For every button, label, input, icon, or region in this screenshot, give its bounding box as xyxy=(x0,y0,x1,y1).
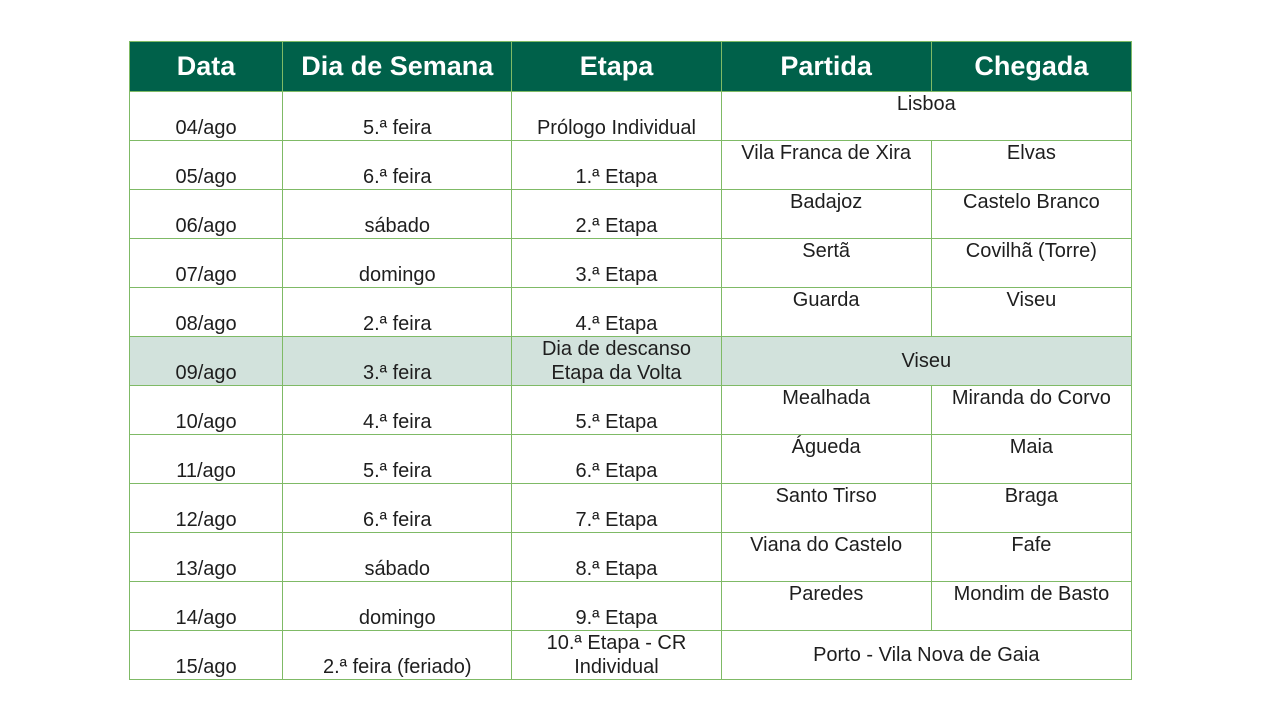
cell-weekday: sábado xyxy=(283,190,512,239)
cell-start: Santo Tirso xyxy=(721,484,931,533)
cell-date: 10/ago xyxy=(130,386,283,435)
cell-stage xyxy=(512,337,721,386)
cell-date: 13/ago xyxy=(130,533,283,582)
table-row-rest-day xyxy=(130,337,1132,386)
cell-finish: Maia xyxy=(931,435,1131,484)
cell-date: 14/ago xyxy=(130,582,283,631)
cell-date: 06/ago xyxy=(130,190,283,239)
cell-date: 04/ago xyxy=(130,92,283,141)
cell-location: Porto - Vila Nova de Gaia xyxy=(721,631,1131,680)
cell-stage: 8.ª Etapa xyxy=(512,533,721,582)
table-row xyxy=(130,141,1132,190)
table-row xyxy=(130,631,1132,680)
stage-line-1: Dia de descanso xyxy=(541,338,691,360)
cell-start: Guarda xyxy=(721,288,931,337)
table-row xyxy=(130,239,1132,288)
cell-date: 12/ago xyxy=(130,484,283,533)
cell-weekday: 4.ª feira xyxy=(283,386,512,435)
cell-date: 11/ago xyxy=(130,435,283,484)
header-dia-de-semana: Dia de Semana xyxy=(283,42,512,92)
cell-stage: 4.ª Etapa xyxy=(512,288,721,337)
cell-date: 09/ago xyxy=(130,337,283,386)
cell-weekday: domingo xyxy=(283,239,512,288)
cell-finish: Mondim de Basto xyxy=(931,582,1131,631)
table-row xyxy=(130,533,1132,582)
cell-date: 05/ago xyxy=(130,141,283,190)
stage-line-1: 10.ª Etapa - CR xyxy=(546,632,687,654)
cell-weekday: 2.ª feira xyxy=(283,288,512,337)
cell-stage: 3.ª Etapa xyxy=(512,239,721,288)
cell-start: Mealhada xyxy=(721,386,931,435)
cell-date: 08/ago xyxy=(130,288,283,337)
cell-start: Viana do Castelo xyxy=(721,533,931,582)
cell-weekday: 6.ª feira xyxy=(283,141,512,190)
cell-stage: 2.ª Etapa xyxy=(512,190,721,239)
cell-weekday: 5.ª feira xyxy=(283,92,512,141)
cell-start: Badajoz xyxy=(721,190,931,239)
table-row xyxy=(130,190,1132,239)
table-row xyxy=(130,288,1132,337)
header-chegada: Chegada xyxy=(931,42,1131,92)
cell-finish: Covilhã (Torre) xyxy=(931,239,1131,288)
cell-weekday: 6.ª feira xyxy=(283,484,512,533)
cell-finish: Miranda do Corvo xyxy=(931,386,1131,435)
cell-stage: Prólogo Individual xyxy=(512,92,721,141)
cell-start: Águeda xyxy=(721,435,931,484)
table-row xyxy=(130,582,1132,631)
cell-stage xyxy=(512,631,721,680)
cell-location: Lisboa xyxy=(721,92,1131,141)
cell-finish: Viseu xyxy=(931,288,1131,337)
cell-weekday: 3.ª feira xyxy=(283,337,512,386)
cell-finish: Fafe xyxy=(931,533,1131,582)
stage-line-2: Etapa da Volta xyxy=(551,362,682,384)
cell-finish: Braga xyxy=(931,484,1131,533)
stage-line-2: Individual xyxy=(574,656,659,678)
cell-start: Sertã xyxy=(721,239,931,288)
header-etapa: Etapa xyxy=(512,42,721,92)
cell-start: Paredes xyxy=(721,582,931,631)
cell-stage: 5.ª Etapa xyxy=(512,386,721,435)
cell-stage: 9.ª Etapa xyxy=(512,582,721,631)
table-row xyxy=(130,484,1132,533)
cell-location: Viseu xyxy=(721,337,1131,386)
cell-weekday: 2.ª feira (feriado) xyxy=(283,631,512,680)
cell-start: Vila Franca de Xira xyxy=(721,141,931,190)
cell-stage: 6.ª Etapa xyxy=(512,435,721,484)
table-row xyxy=(130,92,1132,141)
header-row xyxy=(130,42,1132,92)
cell-stage: 7.ª Etapa xyxy=(512,484,721,533)
header-partida: Partida xyxy=(721,42,931,92)
cell-weekday: 5.ª feira xyxy=(283,435,512,484)
table-row xyxy=(130,386,1132,435)
cell-stage: 1.ª Etapa xyxy=(512,141,721,190)
cell-date: 15/ago xyxy=(130,631,283,680)
cell-finish: Elvas xyxy=(931,141,1131,190)
cell-finish: Castelo Branco xyxy=(931,190,1131,239)
table-row xyxy=(130,435,1132,484)
stage-schedule-table xyxy=(129,41,1132,680)
cell-date: 07/ago xyxy=(130,239,283,288)
cell-weekday: sábado xyxy=(283,533,512,582)
header-data: Data xyxy=(130,42,283,92)
cell-weekday: domingo xyxy=(283,582,512,631)
